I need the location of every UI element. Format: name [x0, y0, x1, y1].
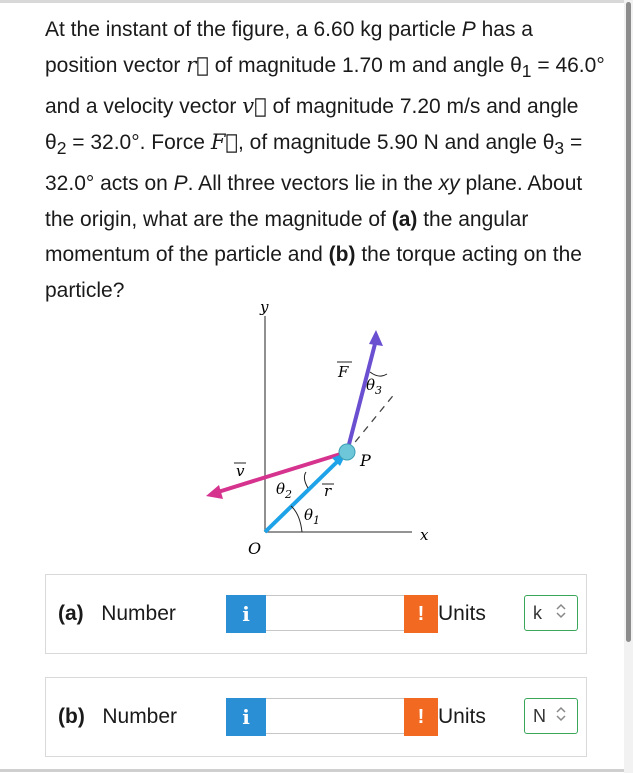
chevron-updown-icon [555, 704, 567, 724]
warning-button[interactable]: ! [404, 595, 438, 633]
theta2-arc [304, 472, 308, 488]
theta1-label: $\theta_1$ [304, 506, 321, 527]
v-vector-symbol: v⃗ [242, 94, 267, 119]
y-axis-label: y [260, 298, 269, 316]
answer-b-units-select[interactable] [524, 698, 578, 734]
scrollbar[interactable] [624, 0, 633, 773]
x-axis-label: x [420, 526, 429, 544]
answer-b-label: (b) Number [58, 705, 178, 728]
origin-label: O [248, 539, 262, 558]
info-button[interactable]: i [226, 595, 266, 633]
theta2-label: $\theta_2$ [276, 480, 293, 501]
question-text: At the instant of the figure, a 6.60 kg particle P has a position vector r⃗ of magnitude 1.70 m and angle $\theta_1 = 46.0^\circ$ and a velocity vector v⃗ of magnitude 7.20 m/s and angle $\theta_2 = 32.0^\circ$. Force F⃗, of magnitude 5.90 N and angle $\theta_3 = 32.0^\circ$ acts on P. All three vectors lie in the xy plane. About the origin, what are the magnitude of (a) the angular momentum of the particle and (b) the torque acting on the particle? [45, 18, 605, 302]
warning-button[interactable]: ! [404, 698, 438, 736]
units-label: Units [438, 705, 486, 728]
vector-figure [190, 292, 450, 562]
F-vector-arrowhead [369, 330, 383, 346]
answer-row-a [45, 574, 587, 654]
units-selected-value: k [533, 603, 542, 623]
answer-a-units-select[interactable] [524, 595, 578, 631]
units-label: Units [438, 602, 486, 625]
F-label: F [338, 363, 349, 381]
particle-label: P [360, 451, 371, 470]
bottom-divider [0, 769, 633, 772]
answer-row-b [45, 677, 587, 757]
theta3-label: $\theta_3$ [366, 376, 383, 397]
v-vector-arrowhead [206, 485, 223, 499]
answer-a-number-input[interactable] [266, 595, 404, 631]
answer-b-number-input[interactable] [266, 698, 404, 734]
F-vector-line [347, 340, 376, 452]
particle-P [339, 444, 355, 460]
v-label: v [236, 462, 245, 480]
r-label: r [324, 482, 332, 500]
answer-a-label: (a) Number [58, 602, 176, 625]
scrollbar-thumb[interactable] [626, 2, 631, 642]
r-vector-symbol: r⃗ [186, 52, 209, 77]
F-vector-symbol: F⃗ [210, 129, 238, 154]
units-selected-value: N [533, 706, 546, 726]
theta1-arc [291, 506, 302, 532]
top-divider [0, 0, 633, 3]
info-button[interactable]: i [226, 698, 266, 736]
chevron-updown-icon [555, 601, 567, 621]
